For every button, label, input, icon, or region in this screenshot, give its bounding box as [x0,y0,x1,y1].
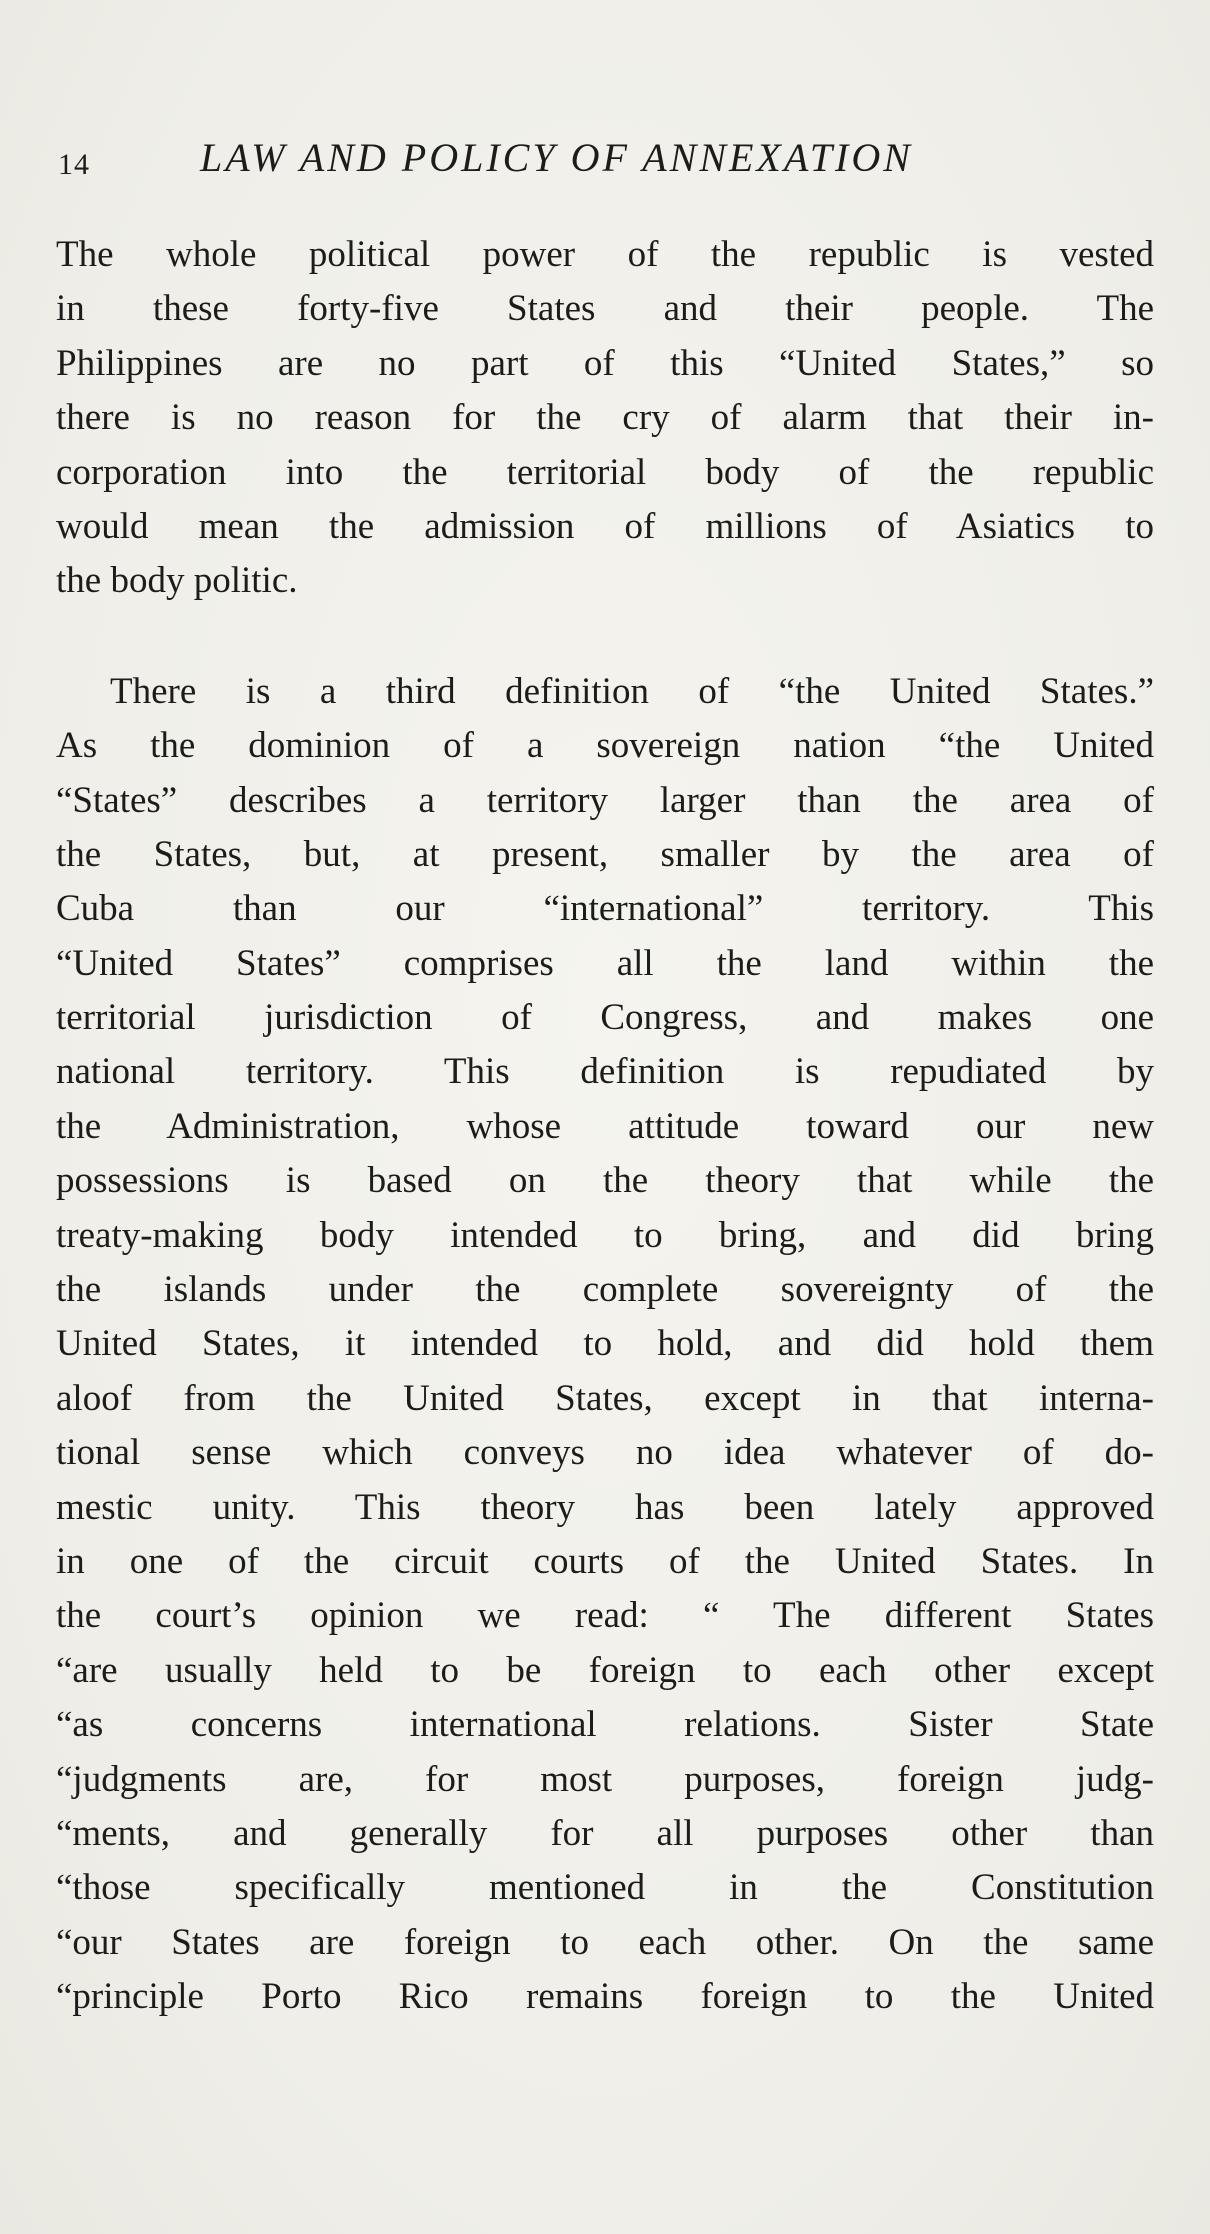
text-line: there is no reason for the cry of alarm that their in- [56,397,1154,439]
text-line: “as concerns international relations. Sister State [56,1704,1154,1746]
text-line: aloof from the United States, except in that interna- [56,1377,1154,1419]
text-line: the body politic. [56,560,298,602]
text-line: “principle Porto Rico remains foreign to the United [56,1976,1154,2018]
page-number: 14 [58,148,90,181]
text-line: “judgments are, for most purposes, foreign judg- [56,1758,1154,1800]
text-line: “States” describes a territory larger than the area of [56,779,1154,821]
text-line: United States, it intended to hold, and did hold them [56,1323,1154,1365]
text-line: national territory. This definition is repudiated by [56,1051,1154,1093]
text-line: would mean the admission of millions of Asiatics to [56,505,1154,547]
body-text [56,228,1154,2025]
text-line: The whole political power of the republic is vested [56,234,1154,275]
text-line: “our States are foreign to each other. On the same [56,1921,1154,1963]
paragraph-gap [56,609,1154,665]
text-line: “ments, and generally for all purposes other than [56,1812,1154,1854]
text-line: in these forty-five States and their people. The [56,288,1154,330]
text-line: tional sense which conveys no idea whatever of do- [56,1432,1154,1474]
text-line: Cuba than our “international” territory. This [56,888,1154,930]
text-line: mestic unity. This theory has been lately approved [56,1486,1154,1528]
paragraph-1 [56,228,1154,609]
text-line: the Administration, whose attitude toward our new [56,1105,1154,1147]
text-line: the States, but, at present, smaller by the area of [56,833,1154,875]
text-line: treaty-making body intended to bring, and did bring [56,1214,1154,1256]
text-line: the islands under the complete sovereignty of the [56,1269,1154,1311]
text-line: territorial jurisdiction of Congress, and makes one [56,997,1154,1039]
text-line: “United States” comprises all the land within the [56,942,1154,984]
text-line: “those specifically mentioned in the Constitution [56,1867,1154,1909]
text-line: corporation into the territorial body of the republic [56,451,1154,493]
text-line: Philippines are no part of this “United States,” so [56,342,1154,384]
text-line: the court’s opinion we read: “ The different States [56,1595,1154,1637]
text-line: possessions is based on the theory that while the [56,1160,1154,1202]
text-line: There is a third definition of “the United States.” [110,670,1154,712]
paragraph-2 [56,665,1154,2025]
running-head-title: LAW AND POLICY OF ANNEXATION [200,135,913,180]
running-head [58,134,1158,194]
text-line: As the dominion of a sovereign nation “the United [56,725,1154,767]
text-line: “are usually held to be foreign to each other except [56,1649,1154,1691]
text-line: in one of the circuit courts of the United States. In [56,1540,1154,1582]
